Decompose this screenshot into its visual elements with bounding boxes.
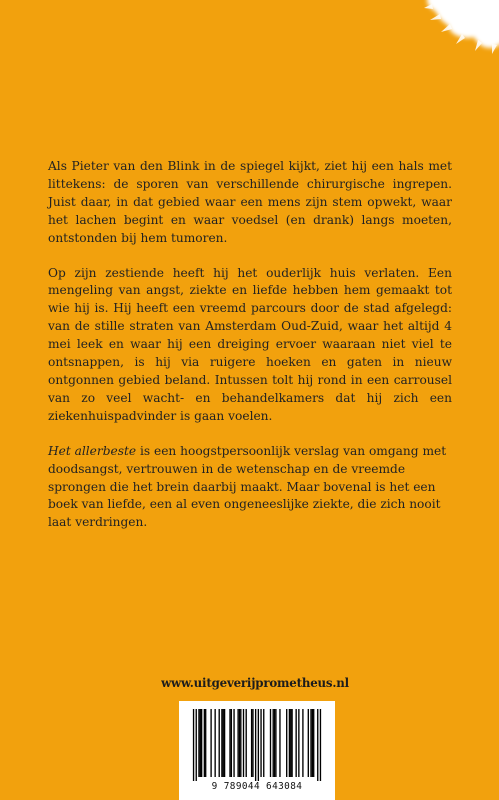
barcode-bar	[201, 709, 202, 777]
barcode-bar	[263, 709, 264, 777]
barcode-bar	[239, 709, 240, 777]
barcode-bar	[233, 709, 234, 777]
barcode-bar	[196, 709, 197, 781]
isbn-number: 9 789044 643084	[211, 781, 303, 792]
barcode-bar	[255, 709, 256, 781]
barcode-bar	[214, 709, 215, 777]
blurb-paragraph-3	[48, 443, 452, 533]
barcode-bar	[237, 709, 238, 777]
barcode-bar	[219, 709, 220, 777]
blurb-paragraph-3-text: is een hoogstpersoonlijk verslag van omgang met doodsangst, vertrouwen in de wetenschap en de vreemde sprongen die het brein daarbij maakt. Maar bovenal is het een boek van liefde, een al even ongeneeslijke ziekte, die zich nooit laat verdringen.	[48, 443, 447, 530]
barcode-bar	[231, 709, 232, 777]
barcode-bar	[229, 709, 230, 777]
barcode-bar	[286, 709, 287, 777]
barcode-bar	[251, 709, 252, 777]
barcode-bar	[313, 709, 314, 777]
barcode-bar	[308, 709, 309, 777]
barcode-bar	[198, 709, 199, 777]
barcode-bar	[289, 709, 290, 777]
barcode-bar	[274, 709, 275, 777]
barcode-bar	[298, 709, 299, 777]
blurb-paragraph-1: Als Pieter van den Blink in de spiegel kijkt, ziet hij een hals met littekens: de sporen van verschillende chirurgische ingrepen. Juist daar, in dat gebied waar een mens zijn stem opwekt, waar het lachen begint en waar voedsel (en drank) langs moeten, ontstonden bij hem tumoren.	[48, 159, 452, 245]
barcode-bar	[193, 709, 194, 781]
barcode-bar	[240, 709, 241, 777]
barcode-bar	[204, 709, 205, 777]
barcode-bar	[205, 709, 206, 777]
barcode-bar	[312, 709, 313, 777]
barcode-bar	[252, 709, 253, 777]
barcode-bar	[246, 709, 247, 777]
barcode-bar	[273, 709, 274, 777]
barcode-bar	[320, 709, 321, 781]
barcode-bar	[260, 709, 261, 777]
blurb-text	[48, 158, 452, 549]
barcode-bar	[317, 709, 318, 781]
barcode-bar	[243, 709, 244, 777]
blurb-paragraph-2: Op zijn zestiende heeft hij het ouderlijk huis verlaten. Een mengeling van angst, ziekte en liefde hebben hem gemaakt tot wie hij is. Hij heeft een vreemd parcours door de stad afgelegd: van de stille straten van Amsterdam Oud-Zuid, waar het altijd 4 mei leek en waar hij een dreiging ervoer waaraan niet viel te ontsnappen, is hij via ruigere hoeken en gaten in nieuw ontgonnen gebied beland. Intussen tolt hij rond in een carrousel van zo veel wacht- en behandelkamers dat hij zich een ziekenhuispadvinder is gaan voelen.	[48, 265, 452, 423]
barcode-bar	[258, 709, 259, 781]
barcode-bar	[302, 709, 303, 777]
barcode-bar	[223, 709, 224, 777]
barcode-bar	[295, 709, 296, 777]
barcode-bar	[310, 709, 311, 777]
book-title: Het allerbeste	[48, 443, 137, 458]
publisher-website: www.uitgeverijprometheus.nl	[161, 676, 349, 690]
barcode-bar	[224, 709, 225, 777]
barcode-bar	[290, 709, 291, 777]
barcode-bar	[200, 709, 201, 777]
barcode-bar	[221, 709, 222, 777]
white-fluff-decoration	[0, 0, 499, 60]
barcode-bar	[275, 709, 276, 777]
barcode-bar	[291, 709, 292, 777]
barcode-bar	[210, 709, 211, 777]
barcode	[179, 701, 335, 800]
barcode-bar	[279, 709, 280, 777]
barcode-bars	[187, 709, 327, 781]
barcode-bar	[270, 709, 271, 777]
